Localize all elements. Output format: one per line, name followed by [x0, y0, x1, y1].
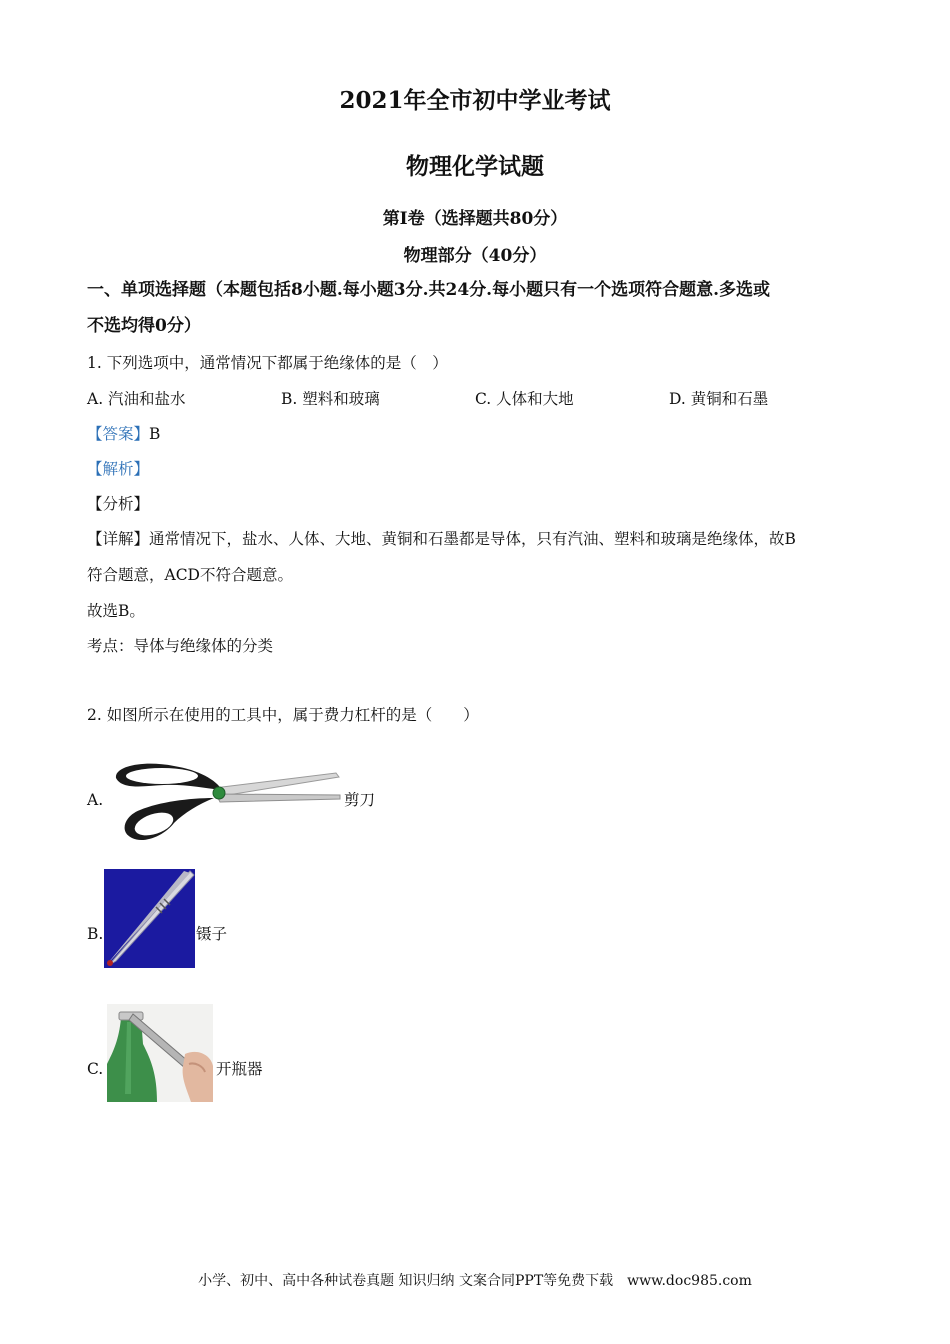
q2-option-c-label: 开瓶器 [216, 1060, 263, 1078]
scissors-image [104, 758, 344, 846]
answer-value: B [149, 425, 161, 443]
section-heading-line1: 一、单项选择题（本题包括8小题.每小题3分.共24分.每小题只有一个选项符合题意.多选或 [87, 280, 770, 300]
q2-option-a-label: 剪刀 [344, 791, 376, 809]
q1-option-d: D. 黄铜和石墨 [669, 390, 769, 408]
q1-detail-line1: 【详解】通常情况下，盐水、人体、大地、黄铜和石墨都是导体，只有汽油、塑料和玻璃是绝缘体，故B [87, 530, 796, 548]
exam-subtitle: 物理化学试题 [406, 153, 544, 180]
q2-stem: 2. 如图所示在使用的工具中，属于费力杠杆的是（ ） [87, 706, 479, 724]
bottle-opener-image [107, 1004, 213, 1102]
q1-answer [87, 424, 160, 444]
q1-detail-line2: 符合题意，ACD不符合题意。 [87, 566, 293, 584]
q1-option-b: B. 塑料和玻璃 [281, 390, 380, 408]
q1-stem: 1. 下列选项中，通常情况下都属于绝缘体的是（ ） [87, 354, 448, 372]
analysis-tag: 【解析】 [87, 460, 150, 478]
q1-option-a: A. 汽油和盐水 [87, 390, 186, 408]
section-heading [87, 272, 877, 344]
section-heading-line2: 不选均得0分） [87, 316, 201, 336]
q2-option-a-letter: A. [87, 791, 104, 809]
part-heading: 物理部分（40分） [403, 246, 547, 266]
fenxi-tag: 【分析】 [87, 495, 150, 513]
q1-option-c: C. 人体和大地 [475, 390, 574, 408]
q2-option-c-letter: C. [87, 1060, 104, 1078]
q1-kaodian: 考点：导体与绝缘体的分类 [87, 637, 274, 655]
q2-option-b-letter: B. [87, 925, 104, 943]
tweezers-image [104, 869, 195, 968]
answer-tag: 【答案】 [87, 425, 150, 443]
page-footer: 小学、初中、高中各种试卷真题 知识归纳 文案合同PPT等免费下载 www.doc985.com [198, 1273, 752, 1289]
q1-conclusion: 故选B。 [87, 602, 145, 620]
exam-title: 2021年全市初中学业考试 [339, 87, 611, 114]
volume-heading: 第Ⅰ卷（选择题共80分） [382, 209, 568, 229]
q2-option-b-label: 镊子 [196, 925, 228, 943]
